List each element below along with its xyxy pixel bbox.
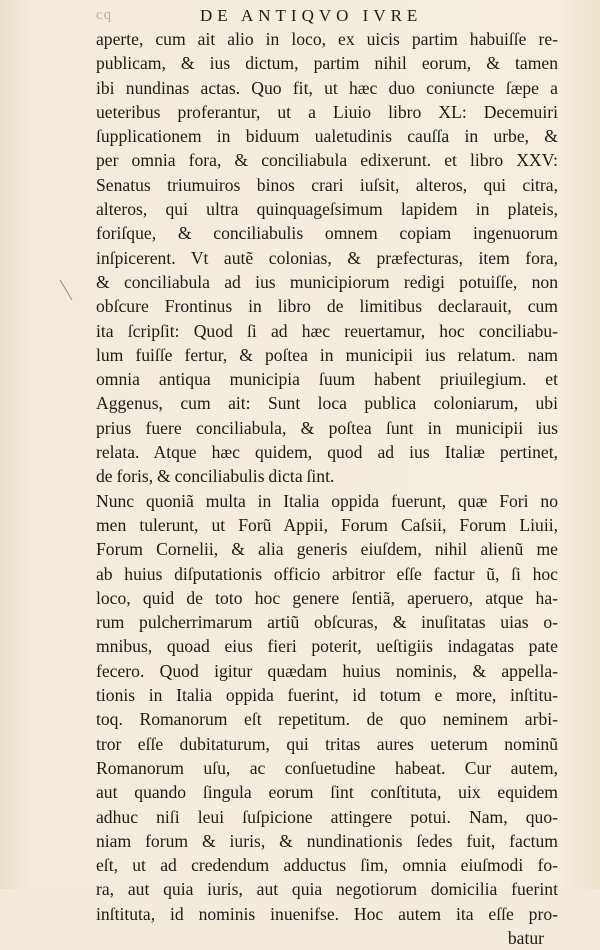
text-line: tionis in Italia oppida fuerint, id totum e more, inſtitu- [96,685,558,706]
text-line: aut quando ſingula eorum ſint conſtituta, uix equidem [96,782,558,803]
text-line: eſt, ut ad credendum adductus ſim, omnia eiuſmodi fo- [96,855,558,876]
text-line: tror eſſe dubitaturum, qui tritas aures ueterum nominũ [96,733,558,754]
text-line: ueteribus proferantur, ut a Liuio libro XL: Decemuiri [96,101,558,122]
text-line: inſpicerent. Vt autẽ colonias, & præfecturas, item fora, [96,247,558,268]
text-line: Nunc quoniã multa in Italia oppida fuerunt, quæ Fori no [96,490,558,511]
text-line: alteros, qui ultra quinquageſsimum lapidem in plateis, [96,199,558,220]
text-line: ita ſcripſit: Quod ſi ad hæc reuertamur, hoc conciliabu- [96,320,558,341]
text-line: niam forum & iuris, & nundinationis ſedes fuit, factum [96,830,558,851]
text-line: men tulerunt, ut Forũ Appii, Forum Caſsii, Forum Liuii, [96,514,558,535]
page-header [0,6,600,28]
text-line: relata. Atque hæc quidem, quod ad ius Italiæ pertinet, [96,442,558,463]
text-line: aperte, cum ait alio in loco, ex uicis partim habuiſſe re- [96,29,558,49]
text-line: foriſque, & conciliabulis omnem copiam ingenuorum [96,223,558,244]
text-line: lum fuiſſe fertur, & poſtea in municipii ius relatum. nam [96,344,558,365]
text-line: toq. Romanorum eſt repetitum. de quo neminem arbi- [96,709,558,730]
text-line: inſtituta, id nominis inuenifse. Hoc autem ita eſſe pro- [96,903,558,924]
marginal-pen-mark [58,278,78,302]
text-line: ſupplicationem in biduum ualetudinis cauſſa in urbe, & [96,126,558,147]
text-line: omnia antiqua municipia ſuum habent priuilegium. et [96,369,558,390]
text-line: rum pulcherrimarum artiũ obſcuras, & inuſitatas uias o- [96,612,558,633]
running-head: DE ANTIQVO IVRE [200,6,423,25]
text-line: ab huius diſputationis officio arbitror eſſe factur ũ, ſi hoc [96,563,558,584]
catchword: batur [507,927,544,948]
text-line: Aggenus, cum ait: Sunt loca publica coloniarum, ubi [96,393,558,414]
body-text [96,27,558,950]
text-line: fecero. Quod igitur quædam huius nominis, & appella- [96,660,558,681]
text-line: de foris, & conciliabulis dicta ſint. [96,466,335,487]
text-line: loco, quid de toto hoc genere ſentiã, aperuero, atque ha- [96,587,558,608]
text-line: & conciliabula ad ius municipiorum redigi potuiſſe, non [96,271,558,292]
text-line: ra, aut quia iuris, aut quia negotiorum domicilia fuerint [96,879,558,900]
text-line: Forum Cornelii, & alia generis eiuſdem, nihil alienũ me [96,539,558,560]
text-line: obſcure Frontinus in libro de limitibus declarauit, cum [96,296,558,317]
text-line: prius fuere conciliabula, & poſtea ſunt in municipii ius [96,417,558,438]
text-line: adhuc niſi leui ſuſpicione attingere potui. Nam, quo- [96,806,558,827]
text-line: ibi nundinas actas. Quo fit, ut hæc duo coniuncte ſæpe a [96,77,558,98]
text-line: Senatus triumuiros binos crari iuſsit, alteros, qui citra, [96,174,558,195]
text-line: publicam, & ius dictum, partim nihil eorum, & tamen [96,53,558,74]
text-line: per omnia fora, & conciliabula edixerunt. et libro XXV: [96,150,558,171]
text-line: mnibus, quoad eius fieri poterit, ueſtigiis indagatas pate [96,636,558,657]
folio-mark: cq [96,7,113,23]
text-line: Romanorum uſu, ac conſuetudine habeat. Cur autem, [96,757,558,778]
